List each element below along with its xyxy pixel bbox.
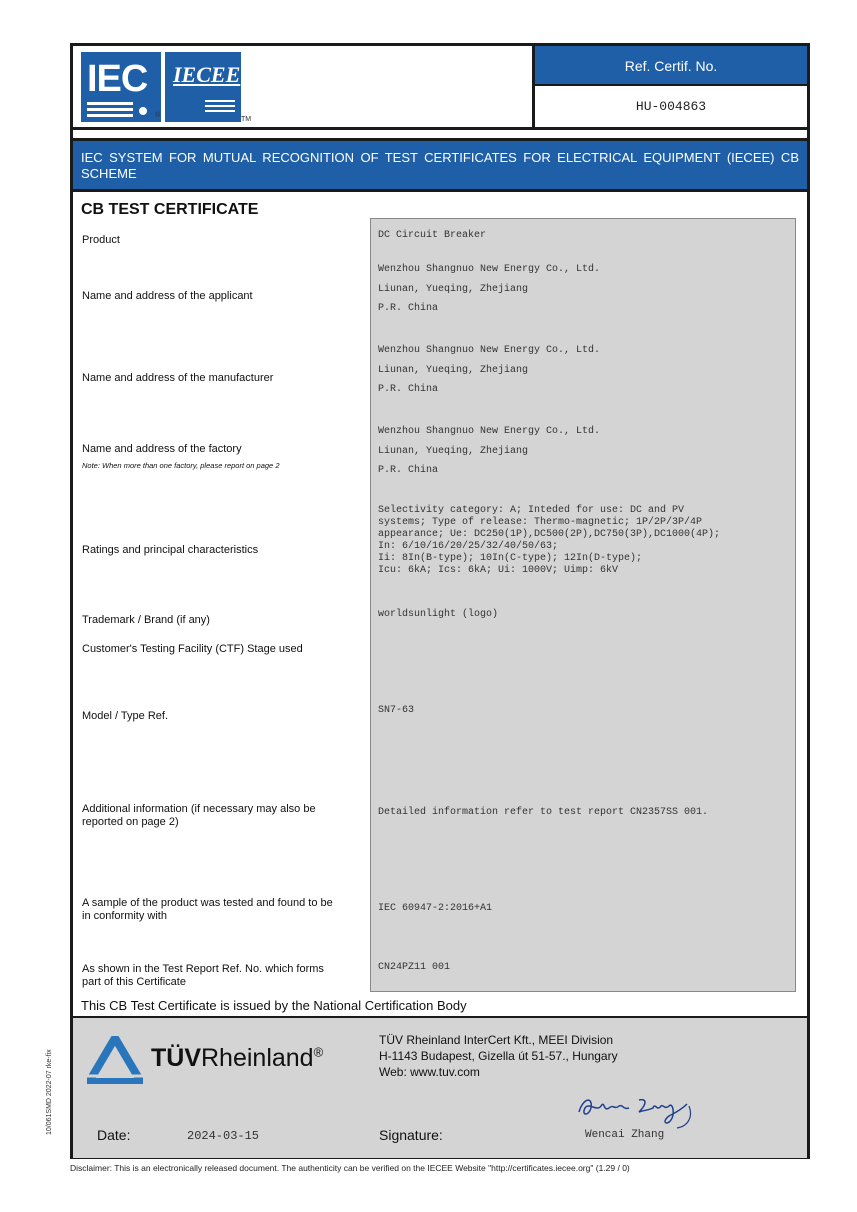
applicant-label: Name and address of the applicant	[82, 290, 253, 302]
certification-body-address: TÜV Rheinland InterCert Kft., MEEI Division H-1143 Budapest, Gizella út 51-57., Hungary Web: www.tuv.com	[379, 1033, 618, 1079]
iec-logo	[81, 52, 161, 122]
ctf-label: Customer's Testing Facility (CTF) Stage used	[82, 643, 303, 655]
signature-label: Signature:	[379, 1127, 443, 1143]
manufacturer-value: Wenzhou Shangnuo New Energy Co., Ltd. Liunan, Yueqing, Zhejiang P.R. China	[378, 345, 601, 395]
test-report-label: As shown in the Test Report Ref. No. which forms part of this Certificate	[82, 963, 324, 988]
certificate-title: CB TEST CERTIFICATE	[81, 201, 259, 218]
date-value: 2024-03-15	[187, 1129, 260, 1143]
product-label: Product	[82, 234, 120, 246]
form-reference-note: 10/061SMD 2022-07 rke-fix	[46, 1049, 53, 1135]
conformity-value: IEC 60947-2:2016+A1	[378, 903, 493, 914]
logo-area	[73, 46, 535, 127]
ratings-label: Ratings and principal characteristics	[82, 544, 259, 556]
certificate-frame	[70, 43, 810, 1159]
model-label: Model / Type Ref.	[82, 710, 169, 722]
tuv-rheinland-logo-text: TÜVRheinland®	[151, 1044, 324, 1072]
applicant-value: Wenzhou Shangnuo New Energy Co., Ltd. Liunan, Yueqing, Zhejiang P.R. China	[378, 264, 601, 314]
factory-value: Wenzhou Shangnuo New Energy Co., Ltd. Liunan, Yueqing, Zhejiang P.R. China	[378, 426, 601, 476]
product-value: DC Circuit Breaker	[378, 230, 487, 241]
iec-logo-text: IEC	[87, 58, 148, 100]
ref-certificate-number: HU-004863	[635, 99, 707, 114]
ratings-value: Selectivity category: A; Inteded for use: DC and PV systems; Type of release: Thermo-magnetic; 1P/2P/3P/4P appearance; Ue: DC250(1P),DC500(2P),DC750(3P),DC1000(4P); In: 6/10/16/20/25/32/40/50/63; Ii: 8In(B-type); 10In(C-type); 12In(D-type); Icu: 6kA; Ics: 6kA; Ui: 1000V; Uimp: 6kV	[378, 505, 721, 576]
factory-note: Note: When more than one factory, please report on page 2	[82, 461, 280, 470]
certification-body-panel	[73, 1016, 807, 1158]
ref-certificate-label: Ref. Certif. No.	[535, 46, 807, 86]
conformity-label: A sample of the product was tested and found to be in conformity with	[82, 897, 333, 922]
scheme-title: IEC SYSTEM FOR MUTUAL RECOGNITION OF TEST CERTIFICATES FOR ELECTRICAL EQUIPMENT (IECEE) CB SCHEME	[73, 138, 807, 192]
registered-mark: ®	[155, 112, 161, 119]
certificate-header	[73, 46, 807, 130]
handwritten-signature	[573, 1086, 703, 1130]
additional-info-label: Additional information (if necessary may also be reported on page 2)	[82, 803, 316, 828]
manufacturer-label: Name and address of the manufacturer	[82, 372, 274, 384]
trademark-label: Trademark / Brand (if any)	[82, 614, 210, 626]
tuv-triangle-icon	[87, 1036, 143, 1084]
test-report-value: CN24PZ11 001	[378, 962, 451, 973]
trademark-mark: TM	[241, 116, 252, 123]
signatory-name: Wencai Zhang	[585, 1129, 665, 1141]
iecee-logo	[165, 52, 241, 122]
iecee-logo-text: IECEE	[173, 62, 241, 87]
trademark-value: worldsunlight (logo)	[378, 609, 499, 620]
date-label: Date:	[97, 1127, 131, 1143]
issued-by-statement: This CB Test Certificate is issued by the National Certification Body	[81, 998, 467, 1013]
factory-label: Name and address of the factory	[82, 443, 242, 455]
disclaimer: Disclaimer: This is an electronically released document. The authenticity can be verified on the IECEE Website "http://certificates.iecee.org" (1.29 / 0)	[70, 1163, 630, 1173]
model-value: SN7-63	[378, 705, 415, 716]
reference-box	[535, 46, 807, 127]
additional-info-value: Detailed information refer to test report CN2357SS 001.	[378, 807, 709, 818]
factory-label-group	[82, 443, 362, 472]
